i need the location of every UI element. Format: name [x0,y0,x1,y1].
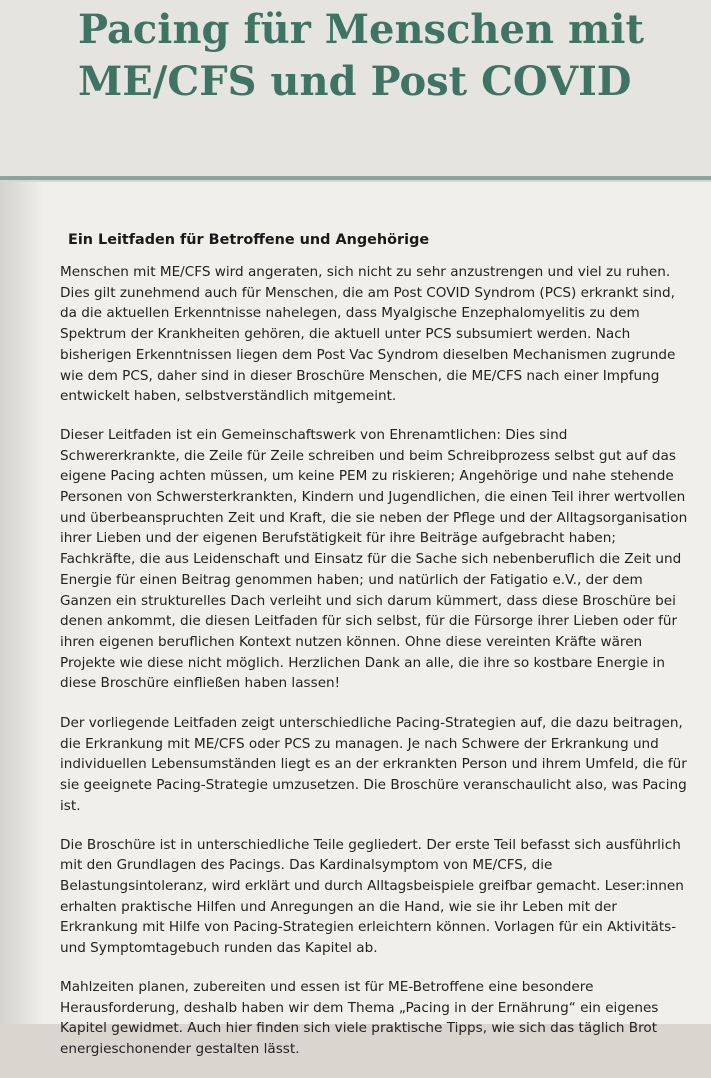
binding-shadow [0,182,44,1024]
paragraph-strategies: Der vorliegende Leitfaden zeigt unterschiedliche Pacing-Strategien auf, die dazu beitragen, die Erkrankung mit ME/CFS oder PCS zu managen. Je nach Schwere der Erkrankung und individuellen Lebensumständen liegt es an der erkrankten Person und ihrem Umfeld, die für sie geeignete Pacing-Strategie umzusetzen. Die Broschüre veranschaulicht also, was Pacing ist. [60,715,687,814]
paragraph-community: Dieser Leitfaden ist ein Gemeinschaftswerk von Ehrenamtlichen: Dies sind Schwererkrankte, die Zeile für Zeile schreiben und beim Schreibprozess selbst gut auf das eigene Pacing achten müssen, um keine PEM zu riskieren; Angehörige und nahe stehende Personen von Schwersterkrankten, Kindern und Jugendlichen, die einen Teil ihrer wertvollen und überbeanspruchten Zeit und Kraft, die sie neben der Pflege und der Alltagsorganisation ihrer Lieben und der eigenen Berufstätigkeit für ihre Beiträge aufgebracht haben; Fachkräfte, die aus Leidenschaft und Einsatz für die Sache sich nebenberuflich die Zeit und Energie für einen Beitrag genommen haben; und natürlich der Fatigatio e.V., der dem Ganzen ein strukturelles Dach verleiht und sich darum kümmert, dass diese Broschüre bei denen ankommt, die diesen Leitfaden für sich selbst, für die Fürsorge ihrer Lieben oder für ihren eigenen beruflichen Kontext nutzen können. Ohne diese vereinten Kräfte wären Projekte wie diese nicht möglich. Herzlichen Dank an alle, die ihre so kostbare Energie in diese Broschüre einfließen haben lassen! [60,426,688,692]
page-header [0,0,711,178]
title-line-2: ME/CFS und Post COVID [78,58,632,105]
paragraph-intro: Menschen mit ME/CFS wird angeraten, sich nicht zu sehr anzustrengen und viel zu ruhen. Dies gilt zunehmend auch für Menschen, die am Post COVID Syndrom (PCS) erkrankt sind, da die aktuellen Erkenntnisse nahelegen, dass Myalgische Enzephalomyelitis zu dem Spektrum der Krankheiten gehören, die aktuell unter PCS subsumiert werden. Nach bisherigen Erkenntnissen liegen dem Post Vac Syndrom dieselben Mechanismen zugrunde wie dem PCS, daher sind in dieser Broschüre Menschen, die ME/CFS nach einer Impfung entwickelt haben, selbstverständlich mitgemeint. [60,264,676,405]
header-divider [0,176,711,180]
paragraph-nutrition: Mahlzeiten planen, zubereiten und essen ist für ME-Betroffene eine besondere Herausforderung, deshalb haben wir dem Thema „Pacing in der Ernährung“ ein eigenes Kapitel gewidmet. Auch hier finden sich viele praktische Tipps, wie sich das täglich Brot energieschonender gestalten lässt. [60,978,659,1057]
paragraph-structure: Die Broschüre ist in unterschiedliche Teile gegliedert. Der erste Teil befasst sich ausführlich mit den Grundlagen des Pacings. Das Kardinalsymptom von ME/CFS, die Belastungsintoleranz, wird erklärt und durch Alltagsbeispiele greifbar gemacht. Leser:innen erhalten praktische Hilfen und Anregungen an die Hand, wie sie ihr Leben mit der Erkrankung mit Hilfe von Pacing-Strategien erleichtern können. Vorlagen für ein Aktivitäts- und Symptomtagebuch runden das Kapitel ab. [60,836,684,957]
page-title [78,4,698,108]
article-subtitle: Ein Leitfaden für Betroffene und Angehörige [68,232,430,248]
title-line-1: Pacing für Menschen mit [78,6,644,53]
article [60,230,688,1078]
